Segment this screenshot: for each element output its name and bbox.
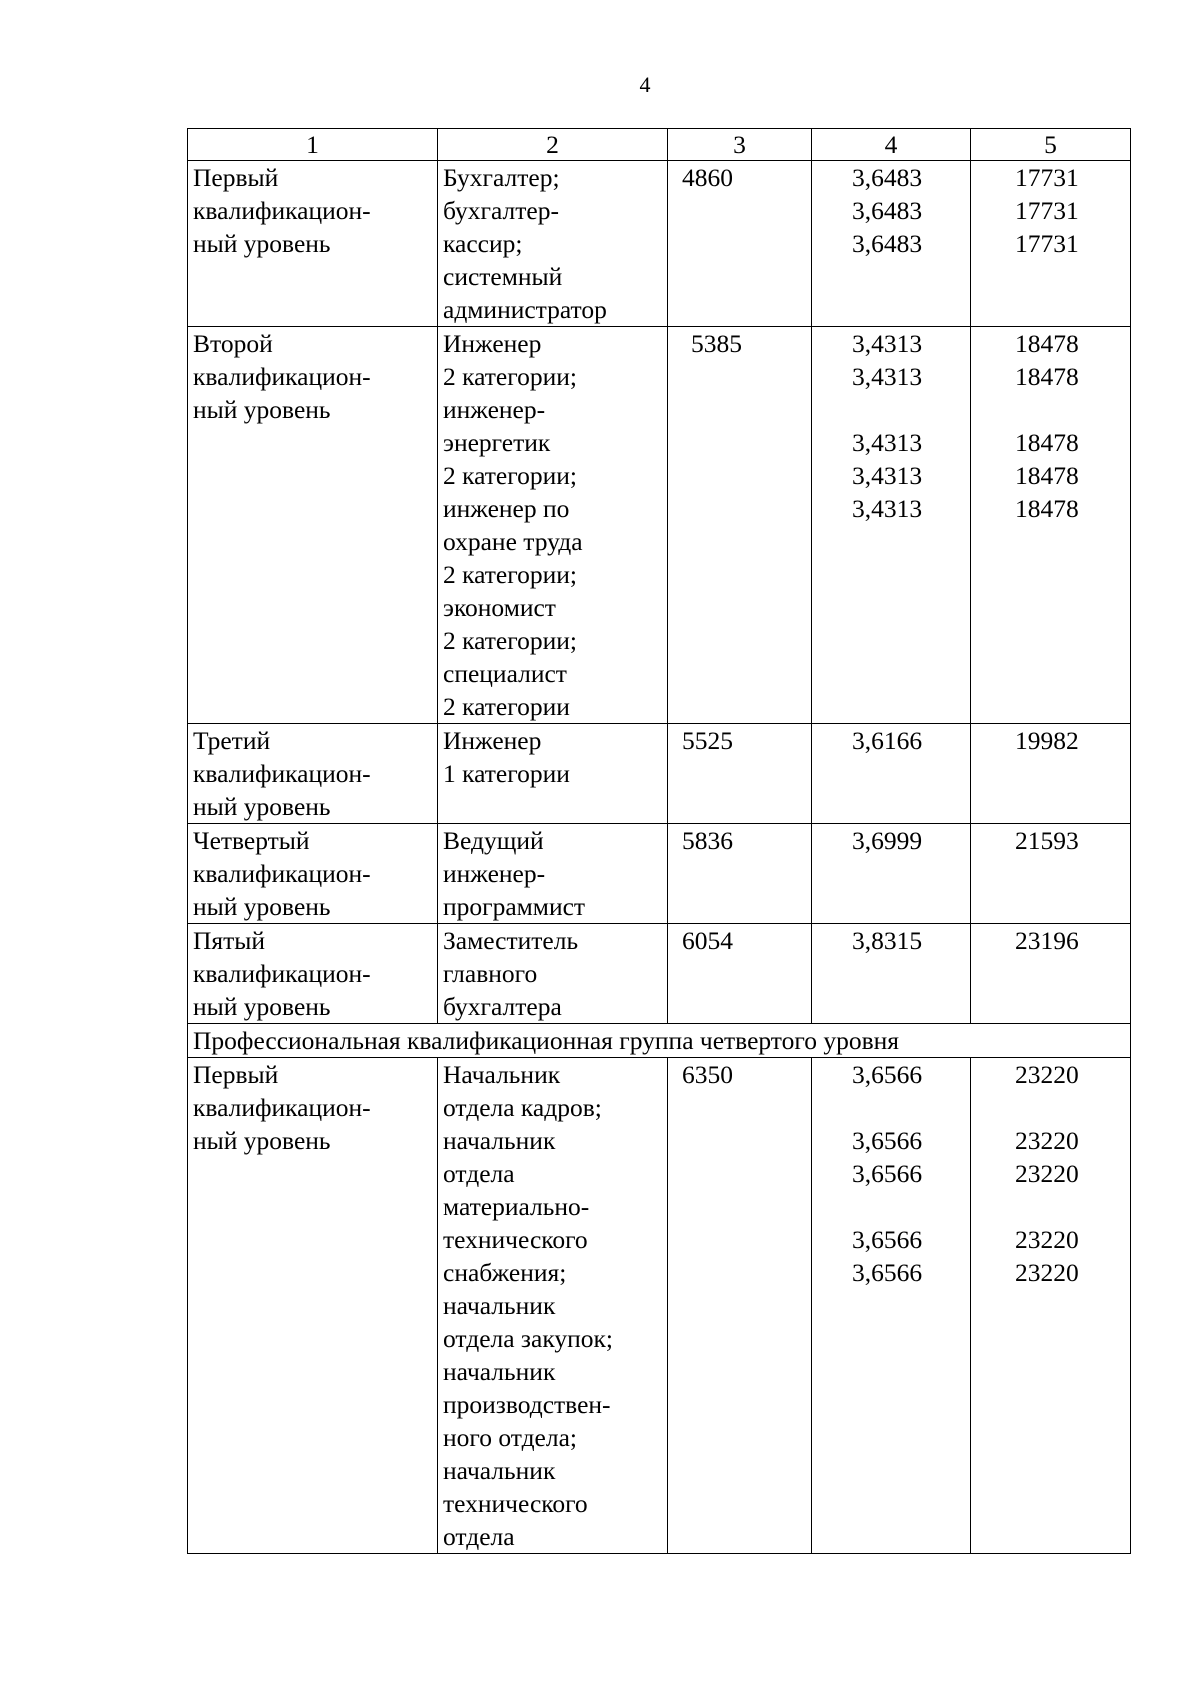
coefficient-cell: 3,6566 3,6566 3,6566 3,6566 3,6566: [812, 1058, 971, 1554]
table-row: [188, 327, 1131, 724]
section-title: Профессиональная квалификационная группа четвертого уровня: [188, 1024, 1131, 1058]
base-salary-cell: 6054: [668, 924, 812, 1024]
table-row: [188, 161, 1131, 327]
coefficient-cell: 3,8315: [812, 924, 971, 1024]
table-row: [188, 924, 1131, 1024]
coefficient-cell: 3,6483 3,6483 3,6483: [812, 161, 971, 327]
base-salary-cell: 6350: [668, 1058, 812, 1554]
coefficient-cell: 3,6166: [812, 724, 971, 824]
base-salary-cell: 5836: [668, 824, 812, 924]
positions-cell: Начальник отдела кадров; начальник отдела материально- технического снабжения; начальник отдела закупок; начальник производствен- ного отдела; начальник технического отдела: [438, 1058, 668, 1554]
header-cell: 4: [812, 129, 971, 161]
total-cell: 19982: [971, 724, 1131, 824]
positions-cell: Заместитель главного бухгалтера: [438, 924, 668, 1024]
positions-cell: Ведущий инженер- программист: [438, 824, 668, 924]
header-cell: 3: [668, 129, 812, 161]
qualification-level-cell: Четвертый квалификацион- ный уровень: [188, 824, 438, 924]
positions-cell: Инженер 2 категории; инженер- энергетик 2 категории; инженер по охране труда 2 категории; экономист 2 категории; специалист 2 категории: [438, 327, 668, 724]
table-header-row: [188, 129, 1131, 161]
qualification-level-cell: Первый квалификацион- ный уровень: [188, 1058, 438, 1554]
base-salary-cell: 4860: [668, 161, 812, 327]
total-cell: 18478 18478 18478 18478 18478: [971, 327, 1131, 724]
section-header-row: [188, 1024, 1131, 1058]
qualification-level-cell: Третий квалификацион- ный уровень: [188, 724, 438, 824]
qualification-level-cell: Пятый квалификацион- ный уровень: [188, 924, 438, 1024]
total-cell: 23220 23220 23220 23220 23220: [971, 1058, 1131, 1554]
positions-cell: Инженер 1 категории: [438, 724, 668, 824]
total-cell: 21593: [971, 824, 1131, 924]
coefficient-cell: 3,6999: [812, 824, 971, 924]
header-cell: 2: [438, 129, 668, 161]
qualification-table: [187, 128, 1131, 1554]
qualification-level-cell: Второй квалификацион- ный уровень: [188, 327, 438, 724]
page-number: 4: [639, 72, 651, 97]
total-cell: 17731 17731 17731: [971, 161, 1131, 327]
table-row: [188, 824, 1131, 924]
table-row: [188, 1058, 1131, 1554]
base-salary-cell: 5385: [668, 327, 812, 724]
base-salary-cell: 5525: [668, 724, 812, 824]
table-row: [188, 724, 1131, 824]
positions-cell: Бухгалтер; бухгалтер- кассир; системный администратор: [438, 161, 668, 327]
coefficient-cell: 3,4313 3,4313 3,4313 3,4313 3,4313: [812, 327, 971, 724]
total-cell: 23196: [971, 924, 1131, 1024]
header-cell: 1: [188, 129, 438, 161]
qualification-level-cell: Первый квалификацион- ный уровень: [188, 161, 438, 327]
header-cell: 5: [971, 129, 1131, 161]
